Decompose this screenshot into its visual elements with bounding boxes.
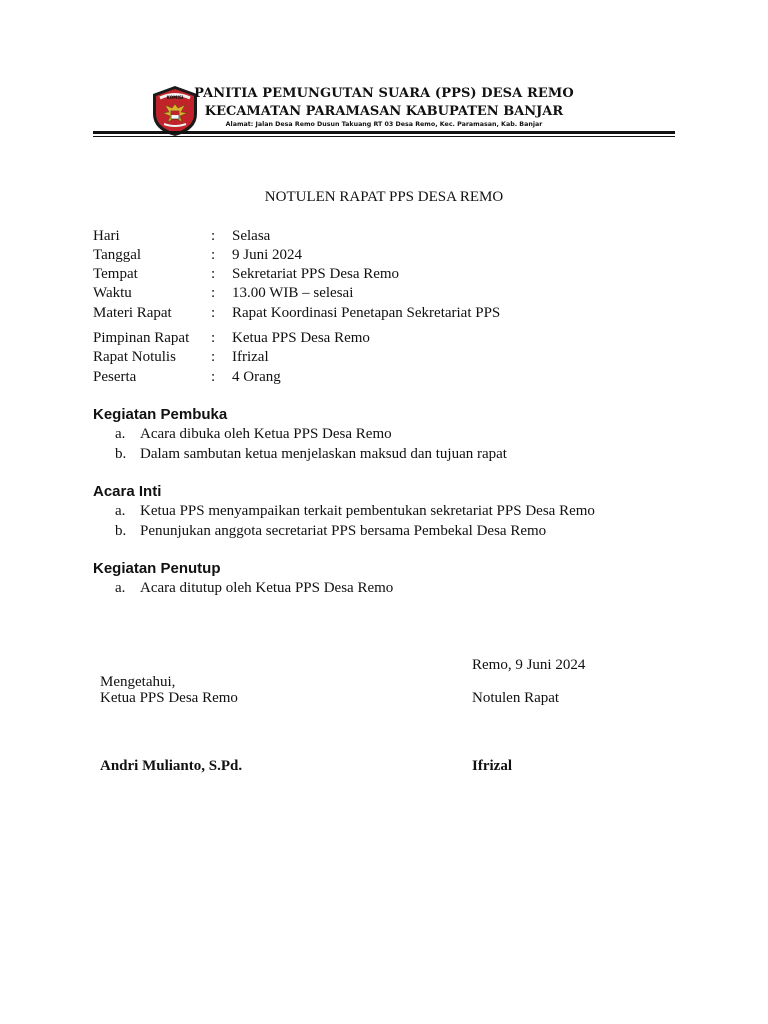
field-value: Ifrizal — [232, 349, 269, 365]
list-text: Penunjukan anggota secretariat PPS bersama Pembekal Desa Remo — [140, 523, 547, 539]
field-label: Waktu — [93, 285, 132, 301]
field-row-peserta — [93, 369, 693, 388]
field-row-tanggal — [93, 247, 693, 266]
field-value: 13.00 WIB – selesai — [232, 285, 354, 301]
list-marker: a. — [115, 580, 126, 596]
place-date: Remo, 9 Juni 2024 — [472, 657, 586, 673]
field-label: Hari — [93, 228, 120, 244]
list-marker: a. — [115, 503, 126, 519]
field-colon: : — [211, 305, 216, 321]
section-title-penutup: Kegiatan Penutup — [93, 560, 221, 577]
left-signatory-name: Andri Mulianto, S.Pd. — [100, 758, 243, 774]
right-signatory-name: Ifrizal — [472, 758, 512, 774]
list-text: Acara ditutup oleh Ketua PPS Desa Remo — [140, 580, 394, 596]
letterhead-line2: KECAMATAN PARAMASAN KABUPATEN BANJAR — [204, 104, 564, 119]
list-text: Dalam sambutan ketua menjelaskan maksud dan tujuan rapat — [140, 446, 507, 462]
list-marker: a. — [115, 426, 126, 442]
letterhead-address: Alamat: Jalan Desa Remo Dusun Takuang RT 03 Desa Remo, Kec. Paramasan, Kab. Banjar — [225, 121, 543, 128]
field-value: Rapat Koordinasi Penetapan Sekretariat PPS — [232, 305, 501, 321]
letterhead-line1: PANITIA PEMUNGUTAN SUARA (PPS) DESA REMO — [194, 86, 574, 101]
field-row-tempat — [93, 266, 693, 285]
field-value: Sekretariat PPS Desa Remo — [232, 266, 400, 282]
field-colon: : — [211, 247, 216, 263]
field-colon: : — [211, 369, 216, 385]
field-row-notulis — [93, 349, 693, 368]
field-value: Selasa — [232, 228, 271, 244]
field-colon: : — [211, 349, 216, 365]
field-label: Tanggal — [93, 247, 142, 263]
field-colon: : — [211, 228, 216, 244]
left-signatory-title: Ketua PPS Desa Remo — [100, 690, 238, 706]
list-marker: b. — [115, 523, 127, 539]
field-value: 9 Juni 2024 — [232, 247, 303, 263]
list-marker: b. — [115, 446, 127, 462]
letterhead-divider-thin — [93, 136, 675, 137]
field-label: Tempat — [93, 266, 138, 282]
field-label: Rapat Notulis — [93, 349, 176, 365]
list-text: Ketua PPS menyampaikan terkait pembentukan sekretariat PPS Desa Remo — [140, 503, 595, 519]
field-value: 4 Orang — [232, 369, 281, 385]
field-row-pimpinan — [93, 330, 693, 349]
right-signatory-title: Notulen Rapat — [472, 690, 560, 706]
field-row-materi — [93, 305, 693, 324]
field-label: Pimpinan Rapat — [93, 330, 190, 346]
acknowledged-label: Mengetahui, — [100, 674, 176, 690]
document-title: NOTULEN RAPAT PPS DESA REMO — [264, 189, 504, 205]
field-value: Ketua PPS Desa Remo — [232, 330, 370, 346]
field-label: Peserta — [93, 369, 137, 385]
section-title-inti: Acara Inti — [93, 483, 162, 500]
section-title-pembuka: Kegiatan Pembuka — [93, 406, 228, 423]
letterhead-divider — [93, 131, 675, 134]
field-colon: : — [211, 330, 216, 346]
field-colon: : — [211, 285, 216, 301]
field-row-waktu — [93, 285, 693, 304]
list-text: Acara dibuka oleh Ketua PPS Desa Remo — [140, 426, 392, 442]
field-colon: : — [211, 266, 216, 282]
field-label: Materi Rapat — [93, 305, 172, 321]
logo-lettering: KOMISI — [166, 95, 184, 100]
field-row-hari — [93, 228, 693, 247]
